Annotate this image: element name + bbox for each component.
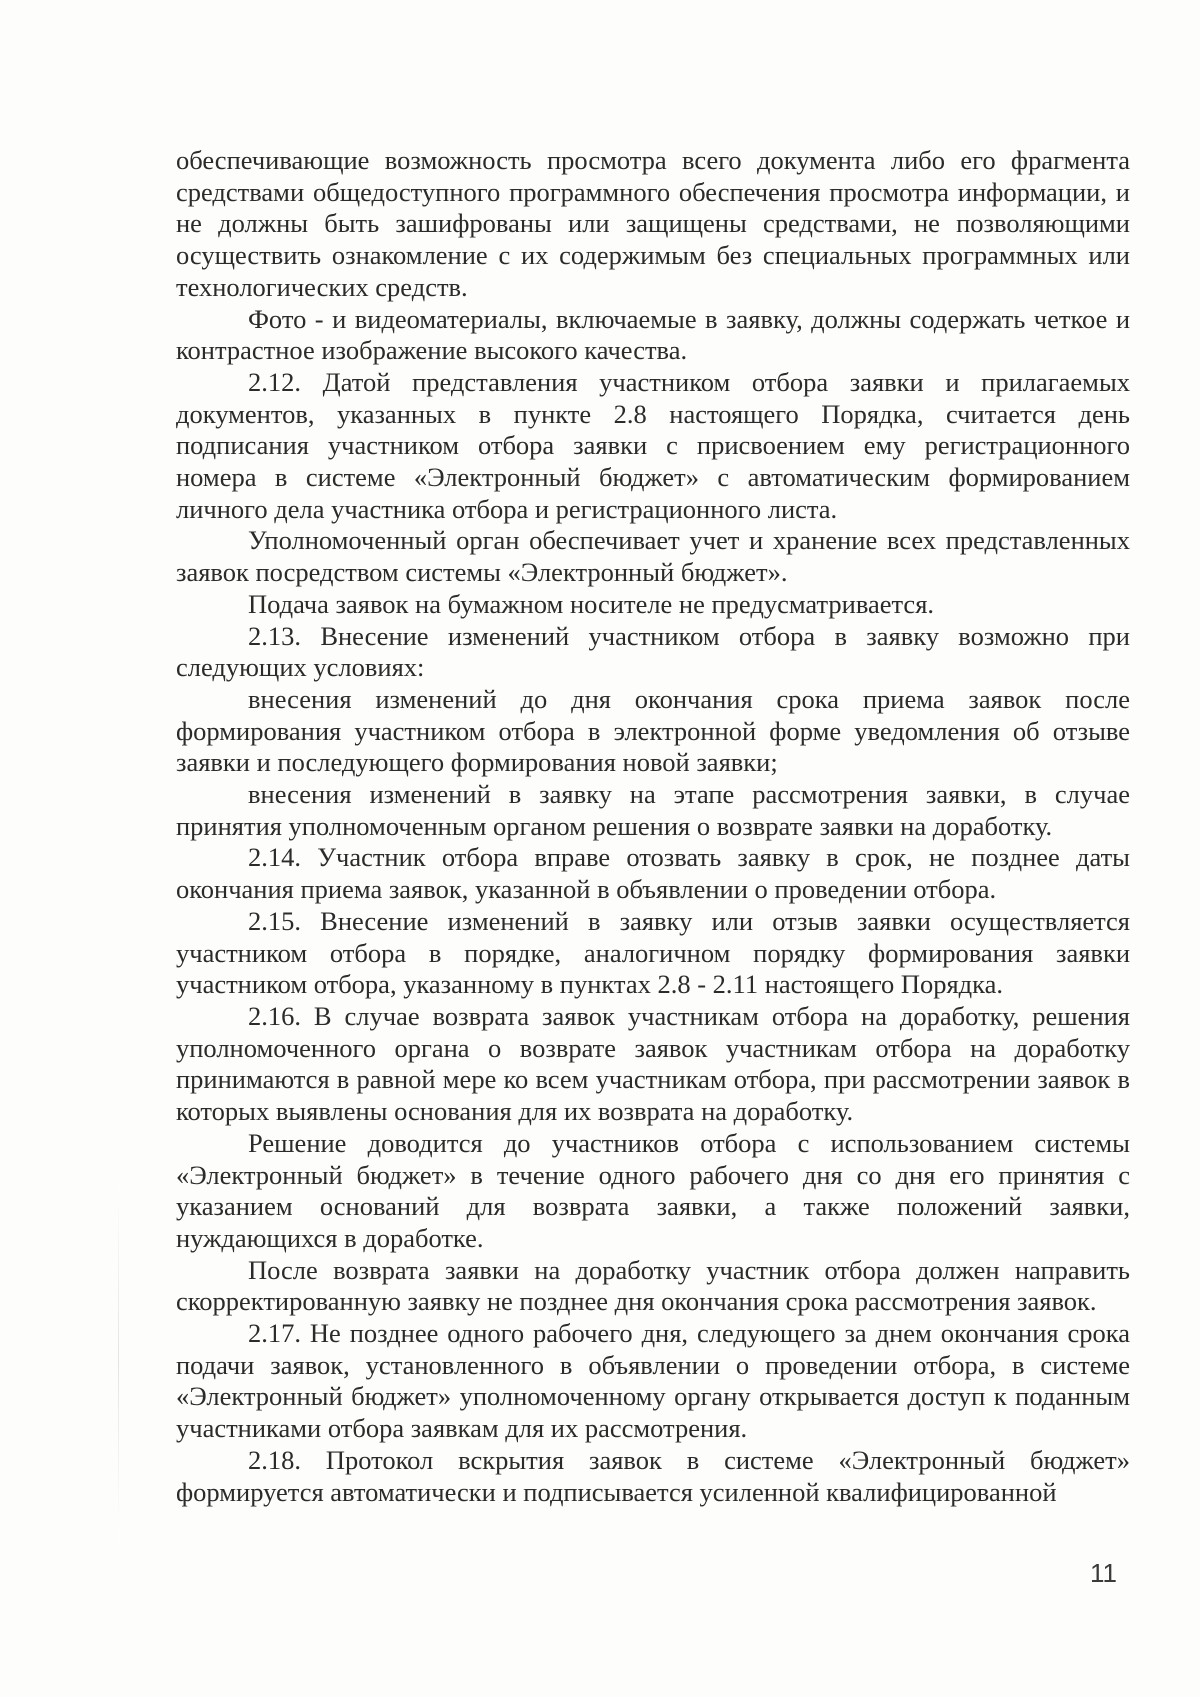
paragraph-condition-2: внесения изменений в заявку на этапе рассмотрения заявки, в случае принятия уполномоченным органом решения о возврате заявки на доработку. (176, 779, 1130, 841)
body-text (176, 145, 1130, 1508)
paragraph-2-16: 2.16. В случае возврата заявок участникам отбора на доработку, решения уполномоченного органа о возврате заявок участникам отбора на доработку принимаются в равной мере ко всем участникам отбора, при рассмотрении заявок в которых выявлены основания для их возврата на доработку. (176, 1000, 1130, 1127)
paragraph-2-17: 2.17. Не позднее одного рабочего дня, следующего за днем окончания срока подачи заявок, установленного в объявлении о проведении отбора, в системе «Электронный бюджет» уполномоченному органу открывается доступ к поданным участниками отбора заявкам для их рассмотрения. (176, 1318, 1130, 1444)
paragraph-2-13: 2.13. Внесение изменений участником отбора в заявку возможно при следующих условиях: (176, 620, 1130, 683)
paragraph-authorized-body: Уполномоченный орган обеспечивает учет и хранение всех представленных заявок посредством системы «Электронный бюджет». (176, 525, 1130, 588)
paragraph-paper-submission: Подача заявок на бумажном носителе не предусматривается. (248, 588, 935, 619)
paragraph-2-15: 2.15. Внесение изменений в заявку или отзыв заявки осуществляется участником отбора в порядке, аналогичном порядку формирования заявки участником отбора, указанному в пунктах 2.8 - 2.11 настоящего Порядка. (176, 905, 1130, 1000)
paragraph-continuation: обеспечивающие возможность просмотра всего документа либо его фрагмента средствами общедоступного программного обеспечения просмотра информации, и не должны быть зашифрованы или защищены средствами, не позволяющими осуществить ознакомление с их содержимым без специальных программных или технологических средств. (176, 145, 1130, 302)
paragraph-after-return: После возврата заявки на доработку участник отбора должен направить скорректированную заявку не позднее дня окончания срока рассмотрения заявок. (176, 1254, 1130, 1317)
paragraph-photo-video: Фото - и видеоматериалы, включаемые в заявку, должны содержать четкое и контрастное изображение высокого качества. (176, 303, 1130, 366)
scan-artifact-line (118, 1180, 119, 1540)
page-number: 11 (1090, 1558, 1117, 1588)
paragraph-2-14: 2.14. Участник отбора вправе отозвать заявку в срок, не позднее даты окончания приема заявок, указанной в объявлении о проведении отбора. (176, 842, 1130, 905)
paragraph-decision: Решение доводится до участников отбора с использованием системы «Электронный бюджет» в течение одного рабочего дня со дня его принятия с указанием оснований для возврата заявки, а также положений заявки, нуждающихся в доработке. (176, 1127, 1130, 1253)
paragraph-condition-1: внесения изменений до дня окончания срока приема заявок после формирования участником отбора в электронной форме уведомления об отзыве заявки и последующего формирования новой заявки; (176, 683, 1130, 778)
paragraph-2-18: 2.18. Протокол вскрытия заявок в системе «Электронный бюджет» формируется автоматически и подписывается усиленной квалифицированной (176, 1444, 1130, 1507)
paragraph-2-12: 2.12. Датой представления участником отбора заявки и прилагаемых документов, указанных в пункте 2.8 настоящего Порядка, считается день подписания участником отбора заявки с присвоением ему регистрационного номера в системе «Электронный бюджет» с автоматическим формированием личного дела участника отбора и регистрационного листа. (176, 366, 1130, 524)
